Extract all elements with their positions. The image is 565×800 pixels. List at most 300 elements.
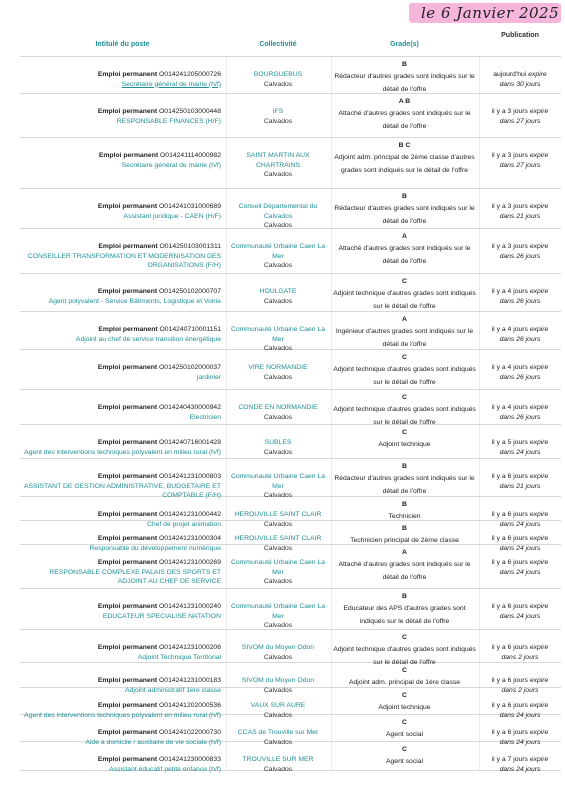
job-reference: O014241202000536	[159, 702, 221, 709]
published-ago: il y a 3 jours	[491, 243, 528, 250]
published-ago: il y a 4 jours	[491, 364, 528, 371]
publication-cell	[479, 728, 561, 747]
row-separator	[20, 93, 561, 94]
expire-days: dans 27 jours	[499, 117, 541, 125]
publication-line	[479, 70, 561, 80]
grade-description: Rédacteur d'autres grades sont indiqués sur le détail de l'offre	[334, 474, 475, 495]
departement: Calvados	[263, 622, 293, 629]
expire-days: dans 24 jours	[499, 612, 541, 620]
expire-label: expire	[529, 203, 549, 210]
expire-days: dans 24 jours	[499, 738, 541, 746]
job-reference: O014241231000183	[159, 677, 221, 684]
job-type: Emploi permanent	[98, 243, 158, 250]
publication-cell	[479, 438, 561, 457]
collectivite-cell	[226, 403, 330, 422]
job-title-link[interactable]: Assistant éducatif petite enfance (h/f)	[109, 765, 221, 773]
collectivite-cell	[226, 438, 330, 457]
grade-category: C	[402, 719, 407, 726]
row-separator	[20, 662, 561, 663]
job-title-cell	[20, 151, 225, 170]
grade-cell	[331, 315, 478, 351]
job-title-cell	[20, 363, 225, 382]
job-title-cell	[20, 755, 225, 774]
grade-category: B	[402, 501, 407, 508]
publication-line	[479, 325, 561, 335]
collectivite-cell	[226, 558, 330, 587]
publication-cell	[479, 676, 561, 695]
grade-description: Rédacteur d'autres grades sont indiqués sur le détail de l'offre	[334, 72, 475, 93]
row-separator	[20, 424, 561, 425]
collectivite-name[interactable]: HOULGATE	[259, 288, 297, 295]
collectivite-name[interactable]: TROUVILLE SUR MER	[242, 756, 314, 763]
departement: Calvados	[263, 686, 293, 694]
published-ago: il y a 3 jours	[491, 152, 528, 159]
publication-line	[479, 728, 561, 738]
job-type: Emploi permanent	[97, 108, 158, 115]
expire-label: expire	[529, 364, 549, 371]
departement: Calvados	[263, 765, 293, 773]
grade-category: C	[402, 667, 407, 674]
publication-line	[479, 287, 561, 297]
collectivite-cell	[226, 510, 330, 529]
job-reference-line	[20, 676, 221, 686]
published-ago: il y a 4 jours	[491, 326, 528, 333]
job-reference-line	[20, 107, 221, 117]
departement: Calvados	[263, 413, 293, 421]
publication-line	[479, 510, 561, 520]
grade-description: Adjoint technique d'autres grades sont indiqués sur le détail de l'offre	[333, 405, 476, 426]
grade-cell	[331, 592, 478, 628]
grade-cell	[331, 500, 478, 523]
publication-cell	[479, 151, 561, 170]
departement: Calvados	[263, 520, 293, 528]
collectivite-name[interactable]: CONDE EN NORMANDIE	[238, 404, 318, 411]
grade-category: C	[402, 746, 407, 753]
job-type: Emploi permanent	[97, 603, 158, 610]
publication-line	[479, 242, 561, 252]
grade-description: Agent social	[385, 730, 424, 738]
grade-category: C	[402, 634, 407, 641]
job-reference: O014241230000833	[159, 756, 221, 763]
job-title-cell	[20, 728, 225, 747]
grade-cell	[331, 353, 478, 389]
expire-days: dans 26 jours	[499, 413, 541, 421]
job-reference-line	[20, 242, 221, 252]
job-title-cell	[20, 510, 225, 529]
job-reference: O014250102000037	[159, 364, 221, 371]
grade-description: Technicien principal de 2ème classe	[350, 536, 459, 544]
job-title-cell	[20, 676, 225, 695]
header-collectivite: Collectivité	[259, 41, 297, 48]
publication-line	[479, 755, 561, 765]
collectivite-name[interactable]: VAUX SUR AURE	[250, 702, 306, 709]
job-title-link[interactable]: Adjoint administratif 1ère classe	[125, 686, 221, 694]
collectivite-name[interactable]: SUBLES	[264, 439, 292, 446]
collectivite-cell	[226, 701, 330, 720]
job-title-link[interactable]: Chef de projet animation	[146, 520, 221, 528]
job-reference-line	[20, 558, 221, 568]
job-title-link[interactable]: jardinier	[196, 373, 221, 381]
published-ago: il y a 3 jours	[491, 203, 528, 210]
job-title-link[interactable]: Assistant juridique - CAEN (H/F)	[123, 212, 221, 220]
collectivite-name[interactable]: Conseil Départemental du Calvados	[238, 203, 318, 220]
grade-cell	[331, 666, 478, 689]
expire-days: dans 21 jours	[499, 212, 541, 220]
publication-line	[479, 363, 561, 373]
handwritten-date-annotation: le 6 Janvier 2025	[409, 3, 561, 23]
job-title-cell	[20, 242, 225, 271]
departement: Calvados	[263, 738, 293, 746]
publication-cell	[479, 510, 561, 529]
grade-description: Agent social	[385, 757, 424, 765]
publication-cell	[479, 558, 561, 577]
job-title-link[interactable]: EDUCATEUR SPECIALISE NATATION	[102, 612, 221, 620]
job-type: Emploi permanent	[97, 364, 158, 371]
publication-cell	[479, 602, 561, 621]
grade-category: A	[402, 316, 407, 323]
expire-days: dans 27 jours	[499, 161, 541, 169]
job-reference-line	[20, 755, 221, 765]
expire-label: expire	[529, 702, 549, 709]
job-title-link[interactable]: Agent des interventions techniques polyvalent en milieu rural (h/f)	[24, 448, 221, 456]
grade-category: B C	[398, 142, 411, 149]
expire-label: expire	[529, 535, 549, 542]
publication-cell	[479, 325, 561, 344]
publication-line	[479, 107, 561, 117]
job-reference-line	[20, 325, 221, 335]
job-reference: O014250103000448	[159, 108, 221, 115]
job-reference: O014240430000942	[159, 404, 221, 411]
departement: Calvados	[263, 262, 293, 269]
job-reference-line	[20, 728, 221, 738]
job-title-cell	[20, 643, 225, 662]
published-ago: il y a 7 jours	[491, 756, 528, 763]
publication-cell	[479, 202, 561, 221]
job-title-link[interactable]: Electricien	[189, 413, 221, 421]
job-reference-line	[20, 151, 221, 161]
collectivite-name[interactable]: SIVOM du Moyen Odon	[241, 677, 315, 684]
expire-label: expire	[529, 473, 549, 480]
publication-line	[479, 701, 561, 711]
job-reference: O014241231000240	[159, 603, 221, 610]
job-reference: O014241231000206	[159, 644, 221, 651]
job-title-link[interactable]: RESPONSABLE FINANCES (H/F)	[116, 117, 221, 125]
collectivite-name[interactable]: Communauté Urbaine Caen La Mer	[230, 603, 326, 620]
job-title-cell	[20, 403, 225, 422]
row-separator	[20, 137, 561, 138]
published-ago: il y a 6 jours	[491, 644, 528, 651]
departement: Calvados	[263, 492, 293, 499]
grade-description: Adjoint technique	[378, 440, 431, 448]
job-reference: O014241022000730	[159, 729, 221, 736]
job-type: Emploi permanent	[97, 439, 158, 446]
job-title-link[interactable]: RESPONSABLE COMPLEXE PALAIS DES SPORTS ET ADJOINT AU CHEF DE SERVICE	[49, 568, 221, 585]
collectivite-name[interactable]: SAINT MARTIN AUX CHARTRAINS	[246, 152, 310, 169]
grade-cell	[331, 745, 478, 768]
job-reference-line	[20, 70, 221, 80]
job-title-cell	[20, 438, 225, 457]
grade-cell	[331, 192, 478, 228]
grade-category: C	[402, 278, 407, 285]
published-ago: il y a 6 jours	[491, 677, 528, 684]
grade-cell	[331, 277, 478, 313]
job-type: Emploi permanent	[97, 756, 158, 763]
grade-cell	[331, 691, 478, 714]
grade-description: Attaché d'autres grades sont indiqués sur le détail de l'offre	[338, 244, 471, 265]
expire-label: expire	[529, 152, 549, 159]
collectivite-cell	[226, 202, 330, 231]
job-type: Emploi permanent	[97, 288, 158, 295]
job-title-cell	[20, 534, 225, 553]
departement: Calvados	[263, 373, 293, 381]
grade-cell	[331, 97, 478, 133]
job-type: Emploi permanent	[97, 71, 158, 78]
departement: Calvados	[263, 80, 293, 88]
collectivite-name[interactable]: Communauté Urbaine Caen La Mer	[230, 473, 326, 490]
publication-cell	[479, 107, 561, 126]
publication-cell	[479, 472, 561, 491]
expire-days: dans 26 jours	[499, 252, 541, 260]
job-type: Emploi permanent	[97, 404, 158, 411]
published-ago: il y a 4 jours	[491, 404, 528, 411]
expire-days: dans 30 jours	[499, 80, 541, 88]
expire-label: expire	[529, 243, 549, 250]
job-reference: O014241231000269	[159, 559, 221, 566]
grade-description: Attaché d'autres grades sont indiqués sur le détail de l'offre	[338, 560, 471, 581]
collectivite-name[interactable]: BOURGUEBUS	[253, 71, 303, 78]
job-title-link[interactable]: ASSISTANT DE GESTION ADMINISTRATIVE, BUDGETAIRE ET COMPTABLE (F/H)	[23, 482, 221, 499]
grade-cell	[331, 524, 478, 547]
job-reference: O014241231000803	[159, 473, 221, 480]
job-reference-line	[20, 643, 221, 653]
departement: Calvados	[263, 711, 293, 719]
job-reference: O014240716001428	[159, 439, 221, 446]
collectivite-cell	[226, 676, 330, 695]
expire-label: expire	[529, 511, 549, 518]
expire-days: dans 24 jours	[499, 544, 541, 552]
grade-category: A	[402, 233, 407, 240]
published-ago: il y a 4 jours	[491, 288, 528, 295]
publication-cell	[479, 701, 561, 720]
expire-label: expire	[529, 603, 549, 610]
grade-cell	[331, 633, 478, 669]
collectivite-name[interactable]: HEROUVILLE SAINT CLAIR	[234, 535, 322, 542]
publication-cell	[479, 70, 561, 89]
collectivite-name[interactable]: IFS	[272, 108, 284, 115]
row-separator	[20, 56, 561, 57]
row-separator	[20, 311, 561, 312]
grade-description: Adjoint technique d'autres grades sont indiqués sur le détail de l'offre	[333, 289, 476, 310]
job-type: Emploi permanent	[97, 203, 158, 210]
publication-line	[479, 438, 561, 448]
header-title: Intitulé du poste	[95, 41, 150, 48]
grade-description: Adjoint technique d'autres grades sont indiqués sur le détail de l'offre	[333, 645, 476, 666]
grade-cell	[331, 548, 478, 584]
job-title-cell	[20, 287, 225, 306]
job-title-link[interactable]: Adjoint Technique Territorial	[137, 653, 221, 661]
expire-label: expire	[529, 559, 549, 566]
job-type: Emploi permanent	[97, 729, 158, 736]
grade-description: Rédacteur d'autres grades sont indiqués sur le détail de l'offre	[334, 204, 475, 225]
published-ago: il y a 5 jours	[491, 439, 528, 446]
expire-label: expire	[529, 729, 549, 736]
job-title-link[interactable]: Agent polyvalent - Service Bâtiments, Logistique et Voirie	[48, 297, 221, 305]
publication-cell	[479, 403, 561, 422]
collectivite-name[interactable]: SIVOM du Moyen Odon	[241, 644, 315, 651]
collectivite-cell	[226, 242, 330, 271]
published-ago: il y a 6 jours	[491, 559, 528, 566]
job-reference: O014241231000442	[159, 511, 221, 518]
collectivite-cell	[226, 70, 330, 89]
departement: Calvados	[263, 544, 293, 552]
collectivite-cell	[226, 107, 330, 126]
grade-cell	[331, 393, 478, 429]
collectivite-cell	[226, 755, 330, 774]
job-type: Emploi permanent	[97, 535, 158, 542]
publication-line	[479, 558, 561, 568]
publication-line	[479, 602, 561, 612]
row-separator	[20, 588, 561, 589]
job-title-link[interactable]: Agent des interventions techniques polyvalent en milieu rural (h/f)	[24, 711, 221, 719]
job-reference-line	[20, 602, 221, 612]
job-type: Emploi permanent	[97, 644, 158, 651]
grade-cell	[331, 232, 478, 268]
job-reference-line	[20, 438, 221, 448]
job-type: Emploi permanent	[97, 511, 158, 518]
row-separator	[20, 458, 561, 459]
grade-category: B	[402, 593, 407, 600]
grade-category: A	[402, 549, 407, 556]
job-title-link[interactable]: Secrétaire général de mairie (h/f)	[121, 161, 221, 169]
collectivite-cell	[226, 534, 330, 553]
job-type: Emploi permanent	[97, 559, 158, 566]
grade-cell	[331, 141, 478, 177]
job-type: Emploi permanent	[98, 326, 158, 333]
job-title-link[interactable]: Adjoint au chef de service transition énergétique	[75, 335, 221, 343]
grade-cell	[331, 60, 478, 96]
grade-description: Adjoint adm. principal de 1ère classe	[348, 678, 461, 686]
job-reference: O014240710001151	[159, 326, 221, 333]
expire-days: dans 2 jours	[501, 653, 539, 661]
expire-days: dans 26 jours	[499, 297, 541, 305]
grade-category: B	[402, 193, 407, 200]
published-ago: il y a 6 jours	[491, 511, 528, 518]
collectivite-cell	[226, 325, 330, 354]
expire-days: dans 24 jours	[499, 765, 541, 773]
job-reference-line	[20, 202, 221, 212]
grade-category: B	[402, 525, 407, 532]
grade-description: Adjoint technique	[378, 703, 431, 711]
expire-label: expire	[529, 677, 549, 684]
job-title-link[interactable]: CONSEILLER TRANSFORMATION ET MODERNISATION DES ORGANISATIONS (F/H)	[27, 252, 221, 269]
expire-label: expire	[529, 644, 549, 651]
grade-cell	[331, 718, 478, 741]
published-ago: il y a 6 jours	[491, 729, 528, 736]
job-title-cell	[20, 558, 225, 587]
collectivite-name[interactable]: Communauté Urbaine Caen La Mer	[230, 326, 326, 343]
publication-cell	[479, 643, 561, 662]
collectivite-name[interactable]: Communauté Urbaine Caen La Mer	[230, 243, 326, 260]
expire-days: dans 24 jours	[499, 520, 541, 528]
job-title-cell	[20, 325, 225, 344]
row-separator	[20, 188, 561, 189]
job-type: Emploi permanent	[97, 677, 158, 684]
collectivite-cell	[226, 287, 330, 306]
job-reference-line	[20, 403, 221, 413]
published-ago: il y a 6 jours	[491, 535, 528, 542]
job-title-link[interactable]: Responsable du développement numérique	[89, 544, 221, 552]
departement: Calvados	[263, 578, 293, 585]
grade-description: Adjoint adm. principal de 2ème classe d'autres grades sont indiqués sur le détail de l'offre	[334, 153, 475, 174]
publication-line	[479, 676, 561, 686]
collectivite-name[interactable]: HEROUVILLE SAINT CLAIR	[234, 511, 322, 518]
expire-days: dans 21 jours	[499, 482, 541, 490]
departement: Calvados	[263, 345, 293, 352]
grade-category: C	[402, 354, 407, 361]
departement: Calvados	[263, 448, 293, 456]
job-reference: O014241114000982	[160, 152, 221, 159]
job-reference: O014250103001311	[159, 243, 221, 250]
departement: Calvados	[263, 653, 293, 661]
grade-category: B	[402, 61, 407, 68]
expire-days: dans 26 jours	[499, 373, 541, 381]
job-reference-line	[20, 472, 221, 482]
published-ago: aujourd'hui	[493, 71, 527, 78]
collectivite-name[interactable]: Communauté Urbaine Caen La Mer	[230, 559, 326, 576]
publication-cell	[479, 242, 561, 261]
publication-cell	[479, 287, 561, 306]
expire-label: expire	[529, 404, 549, 411]
job-title-cell	[20, 701, 225, 720]
publication-line	[479, 534, 561, 544]
grade-description: Ingénieur d'autres grades sont indiqués sur le détail de l'offre	[335, 327, 474, 348]
departement: Calvados	[263, 297, 293, 305]
publication-line	[479, 151, 561, 161]
expire-days: dans 24 jours	[499, 711, 541, 719]
expire-label: expire	[529, 326, 549, 333]
job-reference-line	[20, 287, 221, 297]
job-title-cell	[20, 472, 225, 501]
collectivite-name[interactable]: VIRE NORMANDIE	[248, 364, 308, 371]
expire-label: expire	[529, 108, 549, 115]
expire-days: dans 2 jours	[501, 686, 539, 694]
expire-days: dans 24 jours	[499, 568, 541, 576]
expire-days: dans 24 jours	[499, 448, 541, 456]
grade-description: Educateur des APS d'autres grades sont indiqués sur le détail de l'offre	[343, 604, 466, 625]
job-reference-line	[20, 510, 221, 520]
job-title-cell	[20, 602, 225, 621]
publication-cell	[479, 755, 561, 774]
job-reference-line	[20, 701, 221, 711]
publication-cell	[479, 363, 561, 382]
published-ago: il y a 3 jours	[491, 108, 528, 115]
grade-category: A B	[398, 98, 411, 105]
publication-line	[479, 643, 561, 653]
publication-line	[479, 472, 561, 482]
grade-description: Attaché d'autres grades sont indiqués sur le détail de l'offre	[338, 109, 471, 130]
published-ago: il y a 6 jours	[491, 473, 528, 480]
job-title-link[interactable]: Secrétaire général de mairie (h/f)	[121, 80, 221, 88]
collectivite-name[interactable]: CCAS de Trouville sur Mer	[237, 729, 319, 736]
job-title-link[interactable]: Aide à domicile / auxiliaire de vie sociale (h/f)	[85, 738, 221, 746]
job-title-cell	[20, 70, 225, 89]
collectivite-cell	[226, 472, 330, 501]
published-ago: il y a 6 jours	[491, 603, 528, 610]
published-ago: il y a 6 jours	[491, 702, 528, 709]
row-separator	[20, 389, 561, 390]
collectivite-cell	[226, 728, 330, 747]
job-reference-line	[20, 363, 221, 373]
